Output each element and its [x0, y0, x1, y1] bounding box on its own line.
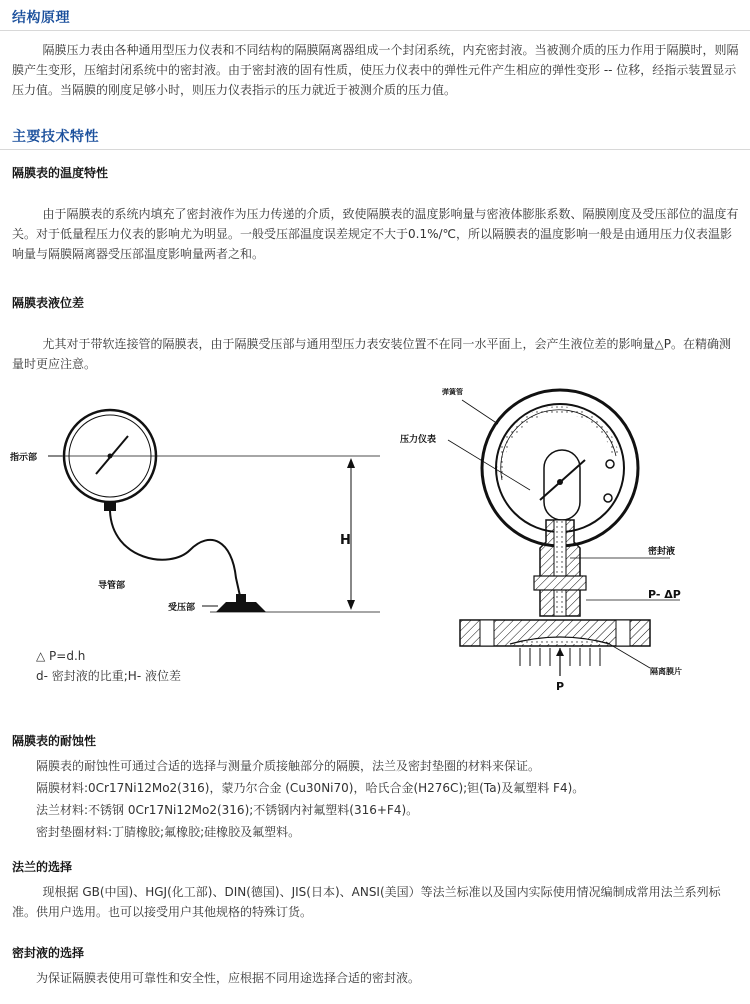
label-pointer-section: 指示部	[10, 453, 38, 463]
subheading-flange: 法兰的选择	[12, 860, 73, 874]
divider	[0, 149, 750, 150]
corrosion-line: 密封垫圈材料:丁腈橡胶;氟橡胶;硅橡胶及氟塑料。	[36, 825, 301, 839]
formula-legend: d- 密封液的比重;H- 液位差	[36, 669, 181, 683]
label-pressure-gauge: 压力仪表	[400, 435, 437, 445]
label-diaphragm: 隔离膜片	[650, 667, 682, 676]
section-title-structure: 结构原理	[12, 10, 70, 26]
divider	[0, 30, 750, 31]
pressure-arrows	[520, 648, 600, 676]
subheading-temperature: 隔膜表的温度特性	[12, 166, 109, 180]
label-seal-fluid: 密封液	[648, 547, 676, 557]
label-p-minus-dp: P- ΔP	[648, 588, 681, 601]
pressure-receiver	[216, 594, 266, 612]
flange-paragraph: 现根据 GB(中国)、HGJ(化工部)、DIN(德国)、JIS(日本)、ANSI(美国）等法兰标准以及国内实际使用情况编制成常用法兰系列标准。供用户选用。也可以接受用户其他规格的特殊订货。	[12, 885, 721, 919]
label-spring-tube: 弹簧管	[442, 388, 463, 396]
subheading-seal-fluid: 密封液的选择	[12, 946, 85, 960]
corrosion-line: 隔膜材料:0Cr17Ni12Mo2(316)，蒙乃尔合金 (Cu30Ni70)，哈氏合金(H276C);钽(Ta)及氟塑料 F4)。	[36, 781, 585, 795]
subheading-corrosion: 隔膜表的耐蚀性	[12, 734, 97, 748]
structure-paragraph: 隔膜压力表由各种通用型压力仪表和不同结构的隔膜隔离器组成一个封闭系统，内充密封液。当被测介质的压力作用于隔膜时，则隔膜产生变形，压缩封闭系统中的密封液。由于密封液的固有性质，使压力仪表中的弹性元件产生相应的弹性变形 -- 位移，经指示装置显示压力值。当隔膜的刚度足够小时，则压力仪表指示的压力就近于被测介质的压力值。	[12, 43, 739, 97]
gauge-dial	[64, 410, 156, 511]
leader-line	[462, 400, 498, 424]
temperature-paragraph: 由于隔膜表的系统内填充了密封液作为压力传递的介质，致使隔膜表的温度影响量与密液体膨胀系数、隔膜刚度及受压部位的温度有关。对于低量程压力仪表的影响尤为明显。一般受压部温度误差规定不大于0.1%/℃，所以隔膜表的温度影响一般是由通用压力仪表温影响量与隔膜隔离器受压部温度影响量两者之和。	[12, 207, 739, 261]
flange	[460, 620, 650, 646]
level-paragraph: 尤其对于带软连接管的隔膜表，由于隔膜受压部与通用型压力表安装位置不在同一水平面上，会产生液位差的影响量△P。在精确测量时更应注意。	[12, 337, 731, 371]
section-title-tech: 主要技术特性	[12, 129, 99, 145]
subheading-level: 隔膜表液位差	[12, 296, 85, 310]
capillary-tube	[110, 511, 240, 596]
label-h: H	[340, 533, 351, 548]
seal-paragraph: 为保证隔膜表使用可靠性和安全性，应根据不同用途选择合适的密封液。	[36, 971, 421, 985]
corrosion-line: 法兰材料:不锈钢 0Cr17Ni12Mo2(316);不锈钢内衬氟塑料(316+F4)。	[36, 803, 419, 817]
corrosion-line: 隔膜表的耐蚀性可通过合适的选择与测量介质接触部分的隔膜，法兰及密封垫圈的材料来保证。	[36, 759, 541, 773]
formula: △ P=d.h	[36, 649, 86, 663]
label-tube-section: 导管部	[98, 581, 126, 591]
label-p: P	[556, 680, 565, 693]
diaphragm-seal-cross-section	[380, 380, 750, 710]
label-pressure-section: 受压部	[168, 603, 196, 613]
